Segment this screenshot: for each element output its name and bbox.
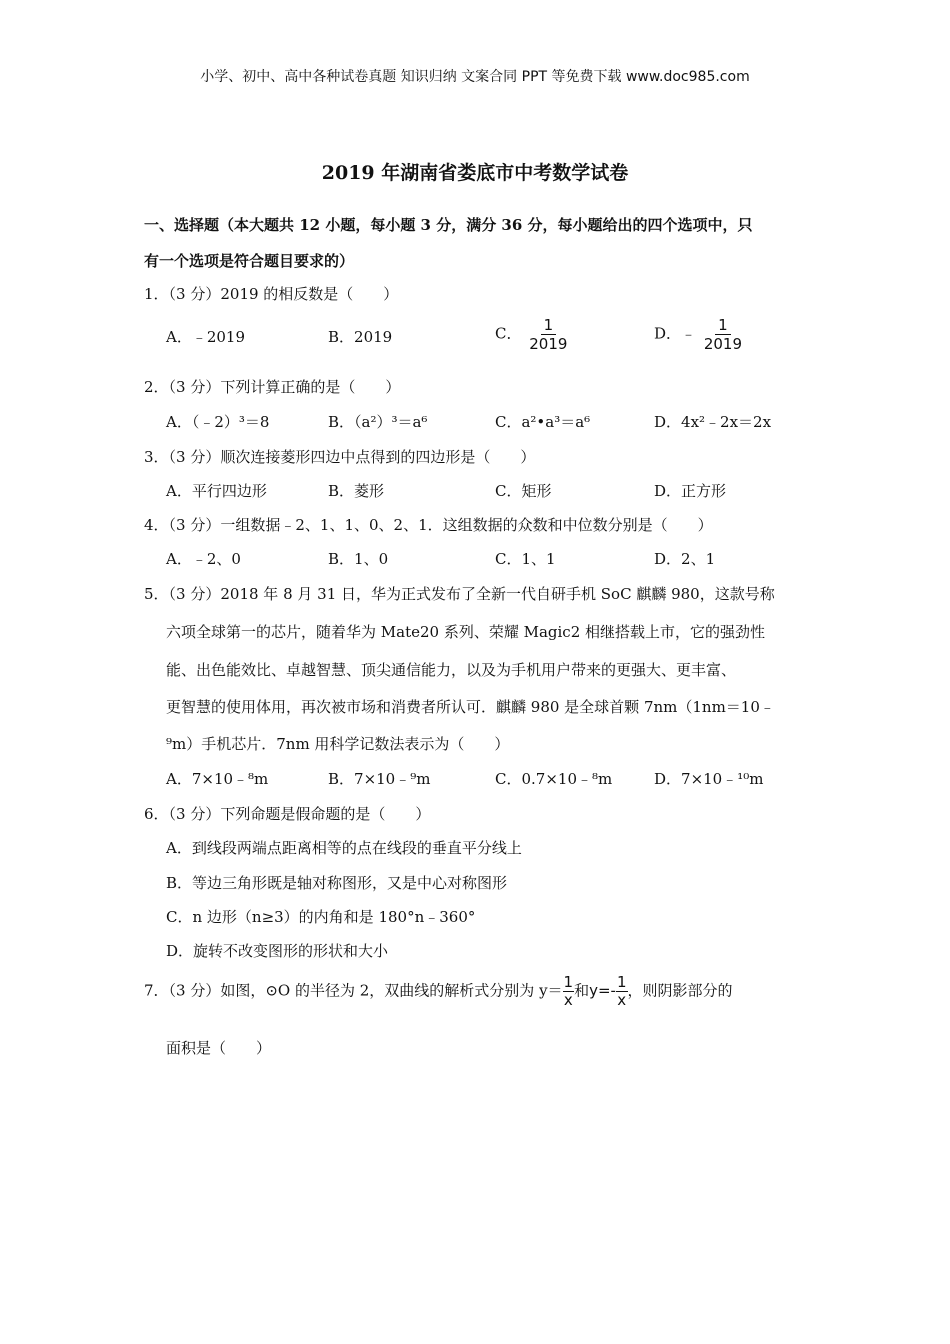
q6-stem: 6．（3 分）下列命题是假命题的是（ ） xyxy=(144,805,431,823)
q5-option-a: A．7×10﹣⁸m xyxy=(166,770,269,788)
q5-option-c: C．0.7×10﹣⁸m xyxy=(495,770,613,788)
q1-option-b: B．2019 xyxy=(328,328,393,346)
q4-option-a: A．﹣2、0 xyxy=(166,550,241,568)
q3-stem: 3．（3 分）顺次连接菱形四边中点得到的四边形是（ ） xyxy=(144,448,536,466)
q2-option-a: A．（﹣2）³＝8 xyxy=(166,413,270,431)
q5-line2: 六项全球第一的芯片，随着华为 Mate20 系列、荣耀 Magic2 相继搭载上市，它的强劲性 xyxy=(166,623,766,641)
q5-line4: 更智慧的使用体用，再次被市场和消费者所认可．麒麟 980 是全球首颗 7nm（1nm＝10﹣ xyxy=(166,698,775,716)
q3-option-c: C．矩形 xyxy=(495,482,552,500)
q6-option-b: B．等边三角形既是轴对称图形，又是中心对称图形 xyxy=(166,874,508,892)
q2-option-d: D．4x²﹣2x＝2x xyxy=(654,413,772,431)
q1-stem: 1．（3 分）2019 的相反数是（ ） xyxy=(144,285,399,303)
fraction-numerator: 1 xyxy=(616,973,627,991)
section-heading-line2: 有一个选项是符合题目要求的） xyxy=(144,252,355,270)
q7-stem-mid: 和y=- xyxy=(574,981,616,1000)
q7-line1 xyxy=(144,974,733,1009)
q7-line2: 面积是（ ） xyxy=(166,1039,272,1057)
q4-option-c: C．1、1 xyxy=(495,550,556,568)
fraction-denominator: x xyxy=(617,991,627,1009)
q2-stem: 2．（3 分）下列计算正确的是（ ） xyxy=(144,378,401,396)
q3-option-d: D．正方形 xyxy=(654,482,727,500)
q5-line3: 能、出色能效比、卓越智慧、顶尖通信能力，以及为手机用户带来的更强大、更丰富、 xyxy=(166,661,737,679)
fraction-numerator: 1 xyxy=(563,973,574,991)
page-header: 小学、初中、高中各种试卷真题 知识归纳 文案合同 PPT 等免费下载 www.doc985.com xyxy=(200,69,750,85)
q1-option-d-fraction xyxy=(701,316,745,353)
q1-option-a: A．﹣2019 xyxy=(166,328,246,346)
q5-option-d: D．7×10﹣¹⁰m xyxy=(654,770,764,788)
q7-fraction-1 xyxy=(563,974,575,1009)
fraction-denominator: x xyxy=(563,991,573,1009)
fraction-denominator: 2019 xyxy=(529,335,568,353)
q1-option-c-label: C． xyxy=(495,324,522,343)
q5-line5: ⁹m）手机芯片．7nm 用科学记数法表示为（ ） xyxy=(166,735,510,753)
q1-option-d xyxy=(654,316,745,353)
q3-option-a: A．平行四边形 xyxy=(166,482,267,500)
q1-option-c-fraction xyxy=(526,316,570,353)
q1-option-d-label: D．﹣ xyxy=(654,324,697,343)
q7-fraction-2 xyxy=(616,974,628,1009)
q5-line1: 5．（3 分）2018 年 8 月 31 日，华为正式发布了全新一代自研手机 SoC 麒麟 980，这款号称 xyxy=(144,585,775,603)
fraction-denominator: 2019 xyxy=(703,335,742,353)
q4-stem: 4．（3 分）一组数据﹣2、1、1、0、2、1．这组数据的众数和中位数分别是（ ） xyxy=(144,516,713,534)
q2-option-b: B．（a²）³＝a⁶ xyxy=(328,413,428,431)
fraction-numerator: 1 xyxy=(715,316,731,335)
fraction-numerator: 1 xyxy=(541,316,557,335)
q4-option-b: B．1、0 xyxy=(328,550,389,568)
q6-option-d: D．旋转不改变图形的形状和大小 xyxy=(166,942,389,960)
q1-option-c xyxy=(495,316,570,353)
page-title: 2019 年湖南省娄底市中考数学试卷 xyxy=(321,162,629,184)
q7-stem-start: 7．（3 分）如图，⊙O 的半径为 2，双曲线的解析式分别为 y＝ xyxy=(144,981,563,1000)
q6-option-a: A．到线段两端点距离相等的点在线段的垂直平分线上 xyxy=(166,839,522,857)
q7-stem-end: ，则阴影部分的 xyxy=(627,981,733,1000)
q2-option-c: C．a²•a³＝a⁶ xyxy=(495,413,591,431)
q4-option-d: D．2、1 xyxy=(654,550,716,568)
q6-option-c: C．n 边形（n≥3）的内角和是 180°n﹣360° xyxy=(166,908,476,926)
q5-option-b: B．7×10﹣⁹m xyxy=(328,770,431,788)
section-heading-line1: 一、选择题（本大题共 12 小题，每小题 3 分，满分 36 分，每小题给出的四个选项中，只 xyxy=(144,216,753,234)
q3-option-b: B．菱形 xyxy=(328,482,385,500)
